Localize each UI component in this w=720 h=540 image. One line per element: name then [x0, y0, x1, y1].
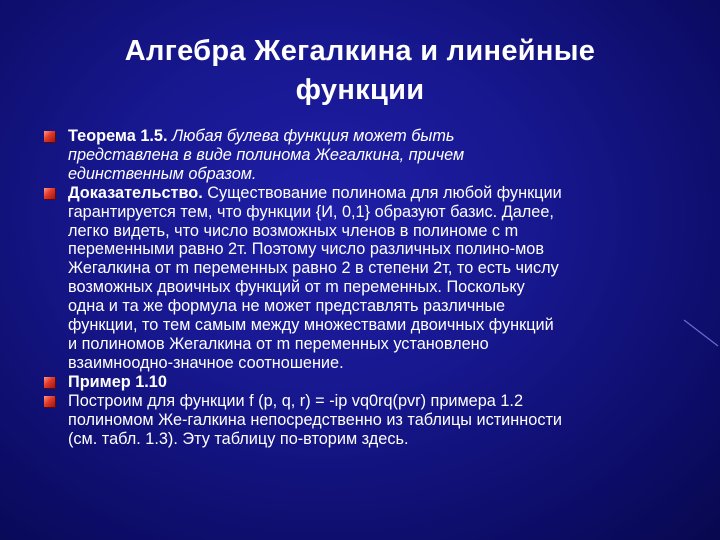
proof-text: функции, то тем самым между множествами двоичных функций	[68, 316, 554, 335]
bullet-item-example	[42, 373, 682, 392]
construction-text: Построим для функции f (p, q, r) = -ip vq0rq(pvr) примера 1.2	[68, 391, 524, 410]
proof-text: одна и та же формула не может представлять различные	[68, 297, 506, 316]
text-line	[68, 184, 682, 203]
construction-text: полиномом Же-галкина непосредственно из таблицы истинности	[68, 410, 563, 429]
theorem-text: Любая булева функция может быть	[167, 127, 455, 145]
proof-text: легко видеть, что число возможных членов в полиноме с m	[68, 221, 519, 240]
proof-text: взаимноодно-значное соотношение.	[68, 353, 344, 372]
proof-label: Доказательство.	[68, 183, 203, 202]
decorative-line	[680, 318, 720, 348]
theorem-text: единственным образом.	[68, 164, 257, 183]
bullet-square-icon	[44, 377, 55, 388]
theorem-label: Теорема 1.5.	[68, 127, 168, 145]
bullet-item-theorem	[42, 127, 682, 184]
construction-text: (см. табл. 1.3). Эту таблицу по-вторим здесь.	[68, 429, 409, 448]
bullet-item-proof	[42, 184, 682, 373]
slide-body	[42, 127, 682, 448]
bullet-square-icon	[44, 131, 55, 142]
bullet-item-construction	[42, 392, 682, 449]
proof-text: Жегалкина от m переменных равно 2 в степени 2т, то есть числу	[68, 259, 559, 278]
theorem-text: представлена в виде полинома Жегалкина, причем	[68, 145, 465, 164]
slide-title-line-2: функции	[295, 74, 425, 106]
proof-text: переменными равно 2т. Поэтому число различных полино-мов	[68, 240, 544, 259]
text-line	[68, 127, 682, 146]
slide-title-line-1: Алгебра Жегалкина и линейные	[124, 35, 596, 67]
proof-text: гарантируется тем, что функции {И, 0,1} образуют базис. Далее,	[68, 202, 554, 221]
bullet-square-icon	[44, 396, 55, 407]
example-label: Пример 1.10	[68, 372, 167, 391]
proof-text: Существование полинома для любой функции	[202, 183, 562, 202]
slide-title	[90, 32, 630, 110]
proof-text: возможных двоичных функций от m переменных. Поскольку	[68, 278, 525, 297]
bullet-square-icon	[44, 188, 55, 199]
proof-text: и полиномов Жегалкина от m переменных установлено	[68, 334, 489, 353]
